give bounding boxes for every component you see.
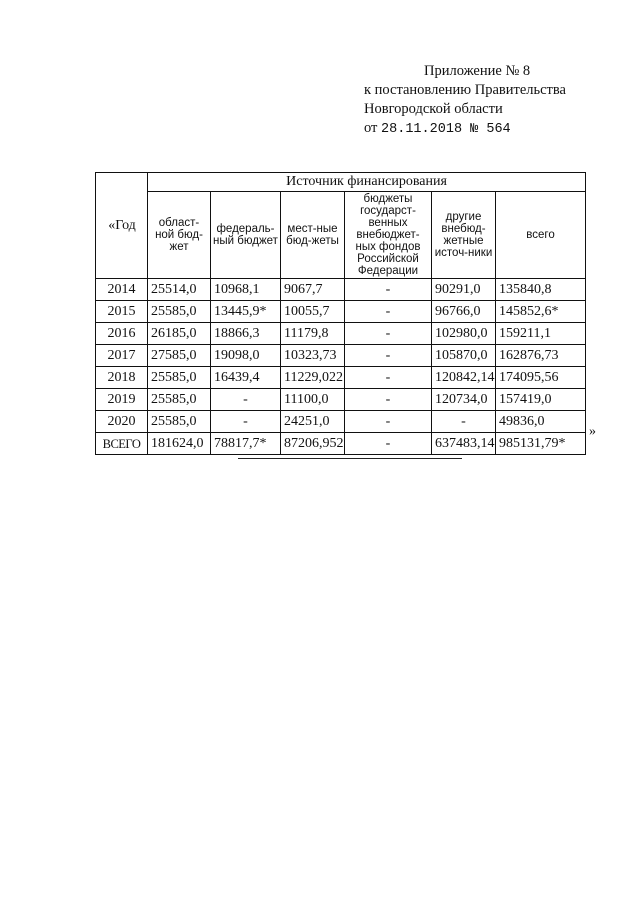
year-cell: 2014 <box>96 279 148 301</box>
closing-quote: » <box>589 424 596 439</box>
value-cell: 637483,14 <box>432 433 496 455</box>
value-cell: 25585,0 <box>148 301 211 323</box>
value-cell: 157419,0 <box>496 389 586 411</box>
col-header-federal: федераль-ный бюджет <box>211 192 281 279</box>
value-cell: 9067,7 <box>281 279 345 301</box>
value-cell: 25585,0 <box>148 367 211 389</box>
value-cell: 102980,0 <box>432 323 496 345</box>
value-cell: 985131,79* <box>496 433 586 455</box>
year-cell: 2015 <box>96 301 148 323</box>
value-cell: 181624,0 <box>148 433 211 455</box>
value-cell: 162876,73 <box>496 345 586 367</box>
table-row <box>96 323 586 345</box>
value-cell: 11229,022 <box>281 367 345 389</box>
source-header-row <box>96 173 586 192</box>
value-cell: - <box>345 389 432 411</box>
appendix-date-prefix: от <box>364 120 382 136</box>
value-cell: 78817,7* <box>211 433 281 455</box>
value-cell: 120734,0 <box>432 389 496 411</box>
value-cell: 135840,8 <box>496 279 586 301</box>
value-cell: 159211,1 <box>496 323 586 345</box>
value-cell: 11179,8 <box>281 323 345 345</box>
value-cell: - <box>345 345 432 367</box>
appendix-region: Новгородской области <box>364 101 503 117</box>
value-cell: 10055,7 <box>281 301 345 323</box>
appendix-ref: к постановлению Правительства <box>364 82 566 98</box>
value-cell: - <box>345 279 432 301</box>
divider-line <box>238 458 462 459</box>
value-cell: 49836,0 <box>496 411 586 433</box>
value-cell: 145852,6* <box>496 301 586 323</box>
table-row <box>96 301 586 323</box>
column-header-row <box>96 192 586 279</box>
value-cell: 120842,14 <box>432 367 496 389</box>
table-row <box>96 389 586 411</box>
year-cell: 2017 <box>96 345 148 367</box>
value-cell: - <box>345 323 432 345</box>
total-label: ВСЕГО <box>96 433 148 455</box>
year-cell: 2020 <box>96 411 148 433</box>
value-cell: - <box>432 411 496 433</box>
table-row <box>96 279 586 301</box>
value-cell: 27585,0 <box>148 345 211 367</box>
col-header-regional: област-ной бюд-жет <box>148 192 211 279</box>
value-cell: 96766,0 <box>432 301 496 323</box>
value-cell: 16439,4 <box>211 367 281 389</box>
value-cell: 105870,0 <box>432 345 496 367</box>
appendix-number: Приложение № 8 <box>424 63 531 79</box>
year-header: «Год <box>96 173 148 279</box>
appendix-date-number: 28.11.2018 № 564 <box>381 122 511 137</box>
value-cell: 26185,0 <box>148 323 211 345</box>
value-cell: 87206,952 <box>281 433 345 455</box>
value-cell: - <box>211 389 281 411</box>
value-cell: 25585,0 <box>148 389 211 411</box>
value-cell: 25585,0 <box>148 411 211 433</box>
source-header: Источник финансирования <box>148 173 586 192</box>
appendix-header <box>364 62 614 139</box>
value-cell: 18866,3 <box>211 323 281 345</box>
col-header-local: мест-ные бюд-жеты <box>281 192 345 279</box>
appendix-date-line <box>364 119 614 139</box>
table-row <box>96 411 586 433</box>
value-cell: - <box>345 411 432 433</box>
total-row <box>96 433 586 455</box>
value-cell: 24251,0 <box>281 411 345 433</box>
table-row <box>96 367 586 389</box>
value-cell: 90291,0 <box>432 279 496 301</box>
value-cell: 174095,56 <box>496 367 586 389</box>
value-cell: 19098,0 <box>211 345 281 367</box>
value-cell: 10323,73 <box>281 345 345 367</box>
value-cell: - <box>345 367 432 389</box>
value-cell: - <box>345 433 432 455</box>
value-cell: - <box>345 301 432 323</box>
col-header-total: всего <box>496 192 586 279</box>
financing-table <box>95 172 586 455</box>
value-cell: 11100,0 <box>281 389 345 411</box>
year-cell: 2019 <box>96 389 148 411</box>
value-cell: - <box>211 411 281 433</box>
year-cell: 2018 <box>96 367 148 389</box>
value-cell: 13445,9* <box>211 301 281 323</box>
col-header-funds: бюджеты государст-венных внебюджет-ных фондов Российской Федерации <box>345 192 432 279</box>
year-cell: 2016 <box>96 323 148 345</box>
value-cell: 25514,0 <box>148 279 211 301</box>
value-cell: 10968,1 <box>211 279 281 301</box>
table-row <box>96 345 586 367</box>
col-header-other: другие внебюд-жетные источ-ники <box>432 192 496 279</box>
